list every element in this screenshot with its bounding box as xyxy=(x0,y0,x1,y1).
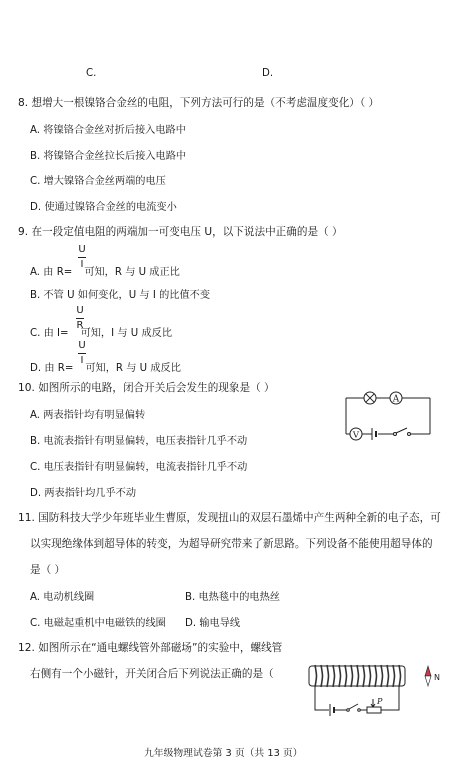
q9-d-denominator: I xyxy=(80,355,84,366)
q9-option-c xyxy=(30,324,172,339)
q11-option-d: D. 输电导线 xyxy=(185,618,241,629)
q12-line2: 右侧有一个小磁针，开关闭合后下列说法正确的是（ xyxy=(30,668,274,680)
q12-battery-icon xyxy=(330,704,334,716)
switch-icon xyxy=(394,428,411,436)
q9-option-c-prefix: C. 由 I= xyxy=(30,328,69,339)
q9-option-d xyxy=(30,359,181,374)
q8-option-c: C. 增大镍铬合金丝两端的电压 xyxy=(30,176,166,187)
q9-stem: 9. 在一段定值电阻的两端加一可变电压 U，以下说法中正确的是（ ） xyxy=(18,226,343,238)
q11-line3: 是（ ） xyxy=(30,564,66,576)
q10-option-b: B. 电流表指针有明显偏转，电压表指针几乎不动 xyxy=(30,436,248,447)
q9-option-a-prefix: A. 由 R= xyxy=(30,267,73,278)
q10-option-d: D. 两表指针均几乎不动 xyxy=(30,488,137,499)
rheostat-label: P xyxy=(377,697,383,706)
voltmeter-label: V xyxy=(352,430,360,441)
ammeter-label: A xyxy=(392,394,400,405)
q11-line2: 以实现绝缘体到超导体的转变，为超导研究带来了新思路。下列设备不能使用超导体的 xyxy=(30,538,433,550)
q12-switch-icon xyxy=(347,704,361,711)
q9-option-c-suffix: 可知，I 与 U 成反比 xyxy=(80,328,173,339)
q9-option-b: B. 不管 U 如何变化，U 与 I 的比值不变 xyxy=(30,290,211,301)
q8-option-d: D. 使通过镍铬合金丝的电流变小 xyxy=(30,202,177,213)
prev-option-c: C. xyxy=(86,68,97,79)
q9-a-numerator: U xyxy=(78,244,86,255)
q9-a-fraction-bar xyxy=(78,257,86,258)
q10-option-a: A. 两表指针均有明显偏转 xyxy=(30,410,146,421)
q9-d-numerator: U xyxy=(78,340,86,351)
rheostat-icon xyxy=(367,697,383,713)
page-footer: 九年级物理试卷第 3 页（共 13 页） xyxy=(144,748,303,759)
q9-option-a xyxy=(30,263,180,278)
q12-solenoid-diagram xyxy=(305,658,445,720)
q11-option-b: B. 电热毯中的电热丝 xyxy=(185,592,280,603)
q12-line1: 12. 如图所示在“通电螺线管外部磁场”的实验中，螺线管 xyxy=(18,642,283,654)
q11-option-c: C. 电磁起重机中电磁铁的线圈 xyxy=(30,618,166,629)
battery-icon xyxy=(372,428,376,440)
q9-a-denominator: I xyxy=(80,259,84,270)
q10-circuit-diagram xyxy=(340,386,440,452)
q11-line1: 11. 国防科技大学少年班毕业生曹原，发现扭山的双层石墨烯中产生两种全新的电子态，可 xyxy=(18,512,441,524)
lamp-icon xyxy=(364,392,376,404)
ammeter-icon xyxy=(390,392,402,405)
q9-d-fraction-bar xyxy=(78,353,86,354)
q9-option-a-suffix: 可知，R 与 U 成正比 xyxy=(84,267,180,278)
q9-c-denominator: R xyxy=(76,320,84,331)
compass-needle-icon xyxy=(425,666,440,686)
q10-stem: 10. 如图所示的电路，闭合开关后会发生的现象是（ ） xyxy=(18,382,275,394)
needle-n-label: N xyxy=(434,673,440,682)
q10-option-c: C. 电压表指针有明显偏转，电流表指针几乎不动 xyxy=(30,462,248,473)
prev-option-d: D. xyxy=(262,68,274,79)
voltmeter-icon xyxy=(350,428,362,441)
q9-option-d-suffix: 可知，R 与 U 成反比 xyxy=(85,363,181,374)
q9-c-fraction-bar xyxy=(76,318,84,319)
q9-c-numerator: U xyxy=(76,305,84,316)
q8-stem: 8. 想增大一根镍铬合金丝的电阻，下列方法可行的是（不考虑温度变化）（ ） xyxy=(18,97,380,109)
q8-option-a: A. 将镍铬合金丝对折后接入电路中 xyxy=(30,125,186,136)
q9-option-d-prefix: D. 由 R= xyxy=(30,363,74,374)
q8-option-b: B. 将镍铬合金丝拉长后接入电路中 xyxy=(30,151,187,162)
q11-option-a: A. 电动机线圈 xyxy=(30,592,95,603)
